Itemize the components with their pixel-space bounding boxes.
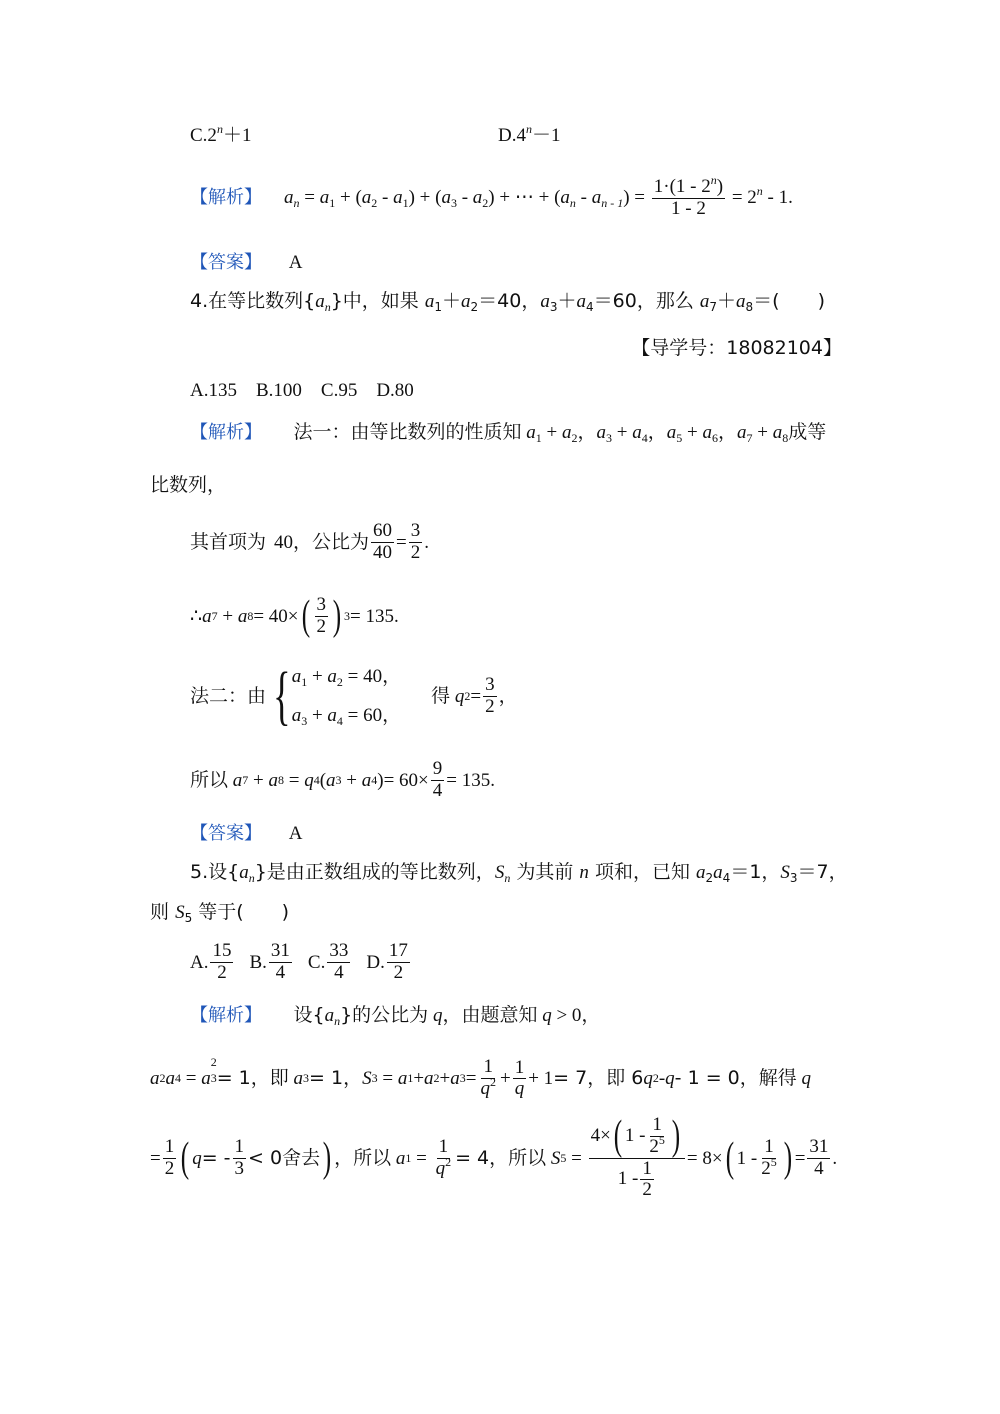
q4-method2-result: 所以 a 7 + a 8 = q 4 ( a 3 + a 4 ) = 60× $\frac{9}{4}$ = 135. (190, 757, 495, 801)
q3-answer: 【答案】 A (190, 252, 303, 273)
q3-analysis (190, 170, 793, 226)
q3-option-d: $D.4^n-1$ (498, 122, 561, 146)
guide-number: 【导学号：18082104】 (631, 337, 842, 359)
q5-stem: 5.设$\{a_n\}$是由正数组成的等比数列，$S_n$ 为其前 n 项和，已知 $a_2a_4=1$，$S_3=7$， (190, 861, 848, 885)
q4-method1: 【解析】 法一：由等比数列的性质知 $a_1 + a_2$，$a_3 + a_4$，$a_5 + a_6$，$a_7 + a_8$成等 (190, 421, 827, 445)
q4-stem: 4.在等比数列$\{a_n\}$中，如果 $a_1+a_2=40$，$a_3+a_4=60$，那么 $a_7+a_8=$( ) (190, 290, 825, 314)
analysis-tag: 【解析】 (190, 187, 262, 208)
q4-ratio-line: 其首项为 40 ，公比为 $\frac{60}{40}$ = $\frac{3}{2}$ . (190, 519, 429, 563)
q5-analysis-l1: 【解析】 设$\{a_n\}$的公比为 q，由题意知 q > 0， (190, 1004, 601, 1028)
q4-result-line: ∴ a 7 + a 8 = 40× ( $\frac{3}{2}$ ) 3 = 135. (190, 593, 399, 639)
q3-formula: $a_n = a_1 + (a_2 - a_1) + (a_3 - a_2)$ + ⋯ + $(a_n - a_{n - 1})$ = $\frac{1\cdot(1 - 2^n)}{1 - 2}$ = $2^n - 1$. (284, 172, 793, 219)
q5-stem-cont: 则 $S_5$ 等于( ) (150, 901, 290, 925)
q4-method2: 法二：由 { $a_1 + a_2 = 40$， $a_3 + a_4 = 60$， 得 q 2 = $\frac{3}{2}$ ， (190, 659, 518, 732)
q5-analysis-l2: a 2 a 4 = a 3 2 = 1，即 a 3 = 1， S 3 = a 1 + a 2 + a 3 = $\frac{1}{q^2}$ + $\frac{1}{q}$ + 1 = 7，即 6 q 2 - q - 1 = 0，解得 q (150, 1055, 811, 1100)
q5-analysis-l3: = $\frac{1}{2}$ ( q = - $\frac{1}{3}$ < 0舍去 ) ，所以 a 1 = $\frac{1}{q^2}$ = 4，所以 S 5 = 4× ( 1 - $\frac{1}{2^5}$ ) 1 - $\frac{1}{2}$ = 8× ( 1 - $\frac{1}{2^5}$ ) = $\frac{31}{4}$ . (150, 1113, 838, 1201)
q5-options: A. $\frac{15}{2}$ B. $\frac{31}{4}$ C. $\frac{33}{4}$ D. $\frac{17}{2}$ (190, 939, 408, 983)
q3-option-c: $C.2^n+1$ (190, 122, 252, 146)
q4-method1-cont: 比数列， (150, 474, 227, 496)
answer-tag: 【答案】 (190, 252, 262, 273)
q4-options: A.135 B.100 C.95 D.80 (190, 380, 414, 401)
q4-answer: 【答案】 A (190, 823, 303, 844)
